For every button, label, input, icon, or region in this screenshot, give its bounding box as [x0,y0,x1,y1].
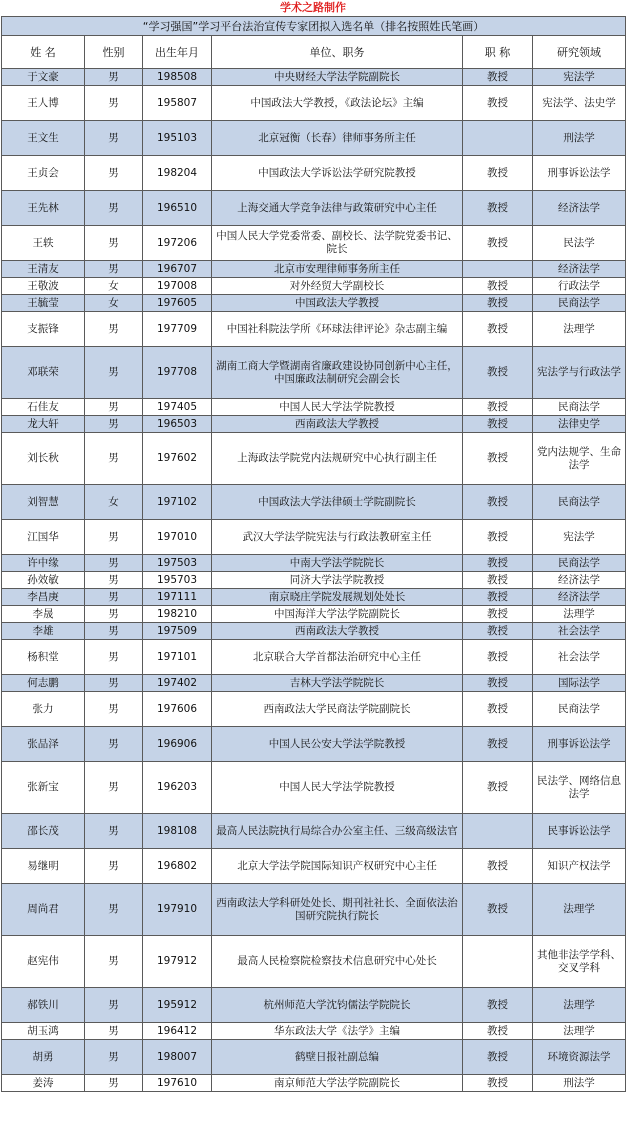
cell-name: 龙大轩 [2,416,85,433]
cell-birth: 196707 [143,261,212,278]
cell-name: 张新宝 [2,762,85,814]
cell-sex: 男 [85,86,143,121]
cell-name: 江国华 [2,520,85,555]
cell-birth: 196412 [143,1023,212,1040]
cell-sex: 男 [85,884,143,936]
cell-birth: 196906 [143,727,212,762]
cell-unit: 南京晓庄学院发展规划处处长 [212,589,463,606]
cell-birth: 196203 [143,762,212,814]
cell-birth: 197111 [143,589,212,606]
cell-unit: 上海交通大学竞争法律与政策研究中心主任 [212,191,463,226]
cell-field: 民法学、网络信息法学 [533,762,626,814]
cell-title: 教授 [463,156,533,191]
table-row [2,312,626,347]
cell-title: 教授 [463,433,533,485]
cell-field: 刑事诉讼法学 [533,727,626,762]
cell-name: 周尚君 [2,884,85,936]
cell-name: 刘长秋 [2,433,85,485]
table-row [2,347,626,399]
cell-title: 教授 [463,640,533,675]
header-caption: 学术之路制作 [280,1,346,14]
cell-sex: 男 [85,814,143,849]
cell-field: 民商法学 [533,399,626,416]
table-row [2,416,626,433]
cell-name: 张力 [2,692,85,727]
cell-name: 王贞会 [2,156,85,191]
cell-sex: 男 [85,1023,143,1040]
cell-unit: 中国政法大学法律硕士学院副院长 [212,485,463,520]
cell-birth: 197709 [143,312,212,347]
cell-sex: 男 [85,261,143,278]
cell-name: 邓联荣 [2,347,85,399]
cell-birth: 197602 [143,433,212,485]
cell-field: 民商法学 [533,295,626,312]
cell-unit: 武汉大学法学院宪法与行政法教研室主任 [212,520,463,555]
cell-title: 教授 [463,191,533,226]
table-title: “学习强国”学习平台法治宣传专家团拟入选名单（排名按照姓氏笔画） [2,17,626,36]
cell-sex: 男 [85,347,143,399]
table-row [2,589,626,606]
cell-field: 民商法学 [533,692,626,727]
cell-sex: 男 [85,936,143,988]
cell-field: 社会法学 [533,623,626,640]
cell-unit: 中央财经大学法学院副院长 [212,69,463,86]
cell-name: 邵长茂 [2,814,85,849]
cell-field: 经济法学 [533,572,626,589]
cell-birth: 198204 [143,156,212,191]
col-header-field: 研究领域 [533,36,626,69]
cell-sex: 男 [85,572,143,589]
cell-birth: 195912 [143,988,212,1023]
cell-birth: 197503 [143,555,212,572]
cell-birth: 197405 [143,399,212,416]
table-row [2,814,626,849]
cell-field: 法理学 [533,312,626,347]
column-header-row [2,36,626,69]
cell-birth: 197912 [143,936,212,988]
cell-birth: 195807 [143,86,212,121]
table-row [2,849,626,884]
cell-sex: 男 [85,312,143,347]
cell-field: 知识产权法学 [533,849,626,884]
cell-name: 何志鹏 [2,675,85,692]
cell-title: 教授 [463,884,533,936]
cell-unit: 上海政法学院党内法规研究中心执行副主任 [212,433,463,485]
cell-unit: 西南政法大学教授 [212,416,463,433]
cell-name: 王轶 [2,226,85,261]
cell-unit: 对外经贸大学副校长 [212,278,463,295]
cell-name: 郝铁川 [2,988,85,1023]
cell-field: 民商法学 [533,485,626,520]
cell-sex: 男 [85,675,143,692]
cell-birth: 197509 [143,623,212,640]
cell-name: 刘智慧 [2,485,85,520]
cell-sex: 男 [85,433,143,485]
cell-unit: 中国人民公安大学法学院教授 [212,727,463,762]
cell-title: 教授 [463,762,533,814]
cell-birth: 198007 [143,1040,212,1075]
cell-unit: 华东政法大学《法学》主编 [212,1023,463,1040]
cell-name: 石佳友 [2,399,85,416]
cell-unit: 北京市安理律师事务所主任 [212,261,463,278]
cell-name: 孙效敏 [2,572,85,589]
cell-field: 环境资源法学 [533,1040,626,1075]
cell-title [463,814,533,849]
cell-unit: 中国人民大学法学院教授 [212,762,463,814]
cell-title [463,121,533,156]
cell-unit: 西南政法大学民商法学院副院长 [212,692,463,727]
cell-sex: 男 [85,156,143,191]
cell-field: 法理学 [533,988,626,1023]
cell-field: 社会法学 [533,640,626,675]
cell-unit: 湖南工商大学暨湖南省廉政建设协同创新中心主任，中国廉政法制研究会副会长 [212,347,463,399]
table-row [2,640,626,675]
cell-name: 易继明 [2,849,85,884]
cell-birth: 197402 [143,675,212,692]
table-row [2,485,626,520]
cell-field: 刑事诉讼法学 [533,156,626,191]
cell-sex: 女 [85,485,143,520]
cell-sex: 男 [85,1040,143,1075]
table-row [2,121,626,156]
cell-title: 教授 [463,849,533,884]
cell-title: 教授 [463,1040,533,1075]
cell-field: 其他非法学学科、交叉学科 [533,936,626,988]
expert-list-table [1,16,626,1092]
cell-name: 李晟 [2,606,85,623]
cell-title: 教授 [463,520,533,555]
table-row [2,433,626,485]
cell-birth: 197708 [143,347,212,399]
col-header-birth: 出生年月 [143,36,212,69]
cell-sex: 男 [85,727,143,762]
cell-birth: 198210 [143,606,212,623]
cell-sex: 男 [85,416,143,433]
cell-sex: 男 [85,589,143,606]
cell-title [463,261,533,278]
cell-sex: 男 [85,640,143,675]
cell-birth: 197101 [143,640,212,675]
cell-name: 胡玉鸿 [2,1023,85,1040]
cell-field: 党内法规学、生命法学 [533,433,626,485]
cell-name: 杨积堂 [2,640,85,675]
cell-name: 赵宪伟 [2,936,85,988]
cell-title: 教授 [463,416,533,433]
cell-birth: 198508 [143,69,212,86]
cell-sex: 男 [85,520,143,555]
cell-sex: 女 [85,278,143,295]
table-row [2,727,626,762]
cell-unit: 中国社科院法学所《环球法律评论》杂志副主编 [212,312,463,347]
cell-field: 经济法学 [533,191,626,226]
cell-name: 王毓莹 [2,295,85,312]
cell-unit: 中国政法大学教授，《政法论坛》主编 [212,86,463,121]
cell-field: 宪法学与行政法学 [533,347,626,399]
cell-field: 法律史学 [533,416,626,433]
cell-unit: 中南大学法学院院长 [212,555,463,572]
cell-title: 教授 [463,278,533,295]
cell-title: 教授 [463,692,533,727]
cell-field: 宪法学 [533,69,626,86]
table-row [2,261,626,278]
table-row [2,399,626,416]
cell-unit: 杭州师范大学沈钧儒法学院院长 [212,988,463,1023]
cell-title: 教授 [463,555,533,572]
cell-sex: 女 [85,295,143,312]
table-row [2,1023,626,1040]
table-row [2,226,626,261]
cell-unit: 中国政法大学诉讼法学研究院教授 [212,156,463,191]
cell-field: 宪法学 [533,520,626,555]
cell-birth: 197008 [143,278,212,295]
cell-title: 教授 [463,226,533,261]
cell-title: 教授 [463,312,533,347]
cell-field: 经济法学 [533,261,626,278]
cell-name: 王敬波 [2,278,85,295]
cell-title: 教授 [463,589,533,606]
cell-sex: 男 [85,988,143,1023]
cell-field: 国际法学 [533,675,626,692]
col-header-name: 姓 名 [2,36,85,69]
cell-title: 教授 [463,572,533,589]
cell-birth: 195103 [143,121,212,156]
table-row [2,156,626,191]
cell-name: 支振锋 [2,312,85,347]
cell-name: 王人博 [2,86,85,121]
cell-unit: 北京联合大学首都法治研究中心主任 [212,640,463,675]
table-row [2,936,626,988]
table-row [2,191,626,226]
cell-unit: 最高人民法院执行局综合办公室主任、三级高级法官 [212,814,463,849]
cell-birth: 197102 [143,485,212,520]
cell-sex: 男 [85,849,143,884]
cell-unit: 吉林大学法学院院长 [212,675,463,692]
cell-field: 刑法学 [533,1075,626,1092]
cell-name: 许中缘 [2,555,85,572]
cell-name: 张品泽 [2,727,85,762]
cell-title: 教授 [463,69,533,86]
cell-name: 王清友 [2,261,85,278]
cell-unit: 北京冠衡（长春）律师事务所主任 [212,121,463,156]
cell-title [463,936,533,988]
cell-field: 民事诉讼法学 [533,814,626,849]
cell-title: 教授 [463,988,533,1023]
cell-unit: 中国海洋大学法学院副院长 [212,606,463,623]
cell-field: 法理学 [533,606,626,623]
cell-unit: 中国人民大学法学院教授 [212,399,463,416]
cell-title: 教授 [463,86,533,121]
table-row [2,884,626,936]
cell-sex: 男 [85,191,143,226]
cell-title: 教授 [463,606,533,623]
cell-birth: 197910 [143,884,212,936]
cell-birth: 197610 [143,1075,212,1092]
cell-birth: 197206 [143,226,212,261]
cell-unit: 中国政法大学教授 [212,295,463,312]
table-row [2,295,626,312]
cell-sex: 男 [85,606,143,623]
table-row [2,86,626,121]
cell-sex: 男 [85,121,143,156]
table-row [2,555,626,572]
cell-field: 行政法学 [533,278,626,295]
cell-title: 教授 [463,727,533,762]
cell-sex: 男 [85,399,143,416]
table-row [2,762,626,814]
cell-unit: 南京师范大学法学院副院长 [212,1075,463,1092]
cell-field: 法理学 [533,884,626,936]
cell-unit: 西南政法大学教授 [212,623,463,640]
cell-name: 李雄 [2,623,85,640]
table-row [2,1040,626,1075]
cell-name: 王文生 [2,121,85,156]
table-row [2,988,626,1023]
table-row [2,69,626,86]
cell-name: 李昌庚 [2,589,85,606]
cell-field: 刑法学 [533,121,626,156]
cell-name: 胡勇 [2,1040,85,1075]
cell-title: 教授 [463,675,533,692]
cell-birth: 198108 [143,814,212,849]
cell-name: 王先林 [2,191,85,226]
col-header-sex: 性别 [85,36,143,69]
col-header-unit: 单位、职务 [212,36,463,69]
table-row [2,606,626,623]
cell-sex: 男 [85,555,143,572]
table-row [2,623,626,640]
cell-birth: 197606 [143,692,212,727]
cell-title: 教授 [463,399,533,416]
cell-field: 民商法学 [533,555,626,572]
table-row [2,1075,626,1092]
cell-sex: 男 [85,623,143,640]
cell-sex: 男 [85,1075,143,1092]
cell-title: 教授 [463,347,533,399]
table-row [2,572,626,589]
cell-birth: 196510 [143,191,212,226]
cell-title: 教授 [463,295,533,312]
cell-birth: 195703 [143,572,212,589]
cell-sex: 男 [85,69,143,86]
col-header-title: 职 称 [463,36,533,69]
cell-unit: 北京大学法学院国际知识产权研究中心主任 [212,849,463,884]
cell-title: 教授 [463,1023,533,1040]
table-row [2,520,626,555]
cell-unit: 最高人民检察院检察技术信息研究中心处长 [212,936,463,988]
cell-unit: 同济大学法学院教授 [212,572,463,589]
cell-birth: 197010 [143,520,212,555]
cell-field: 宪法学、法史学 [533,86,626,121]
cell-birth: 196802 [143,849,212,884]
cell-unit: 西南政法大学科研处处长、期刊社社长、全面依法治国研究院执行院长 [212,884,463,936]
cell-birth: 196503 [143,416,212,433]
cell-field: 经济法学 [533,589,626,606]
cell-sex: 男 [85,226,143,261]
cell-sex: 男 [85,692,143,727]
cell-title: 教授 [463,1075,533,1092]
cell-name: 姜涛 [2,1075,85,1092]
cell-field: 民法学 [533,226,626,261]
cell-sex: 男 [85,762,143,814]
table-row [2,278,626,295]
cell-unit: 中国人民大学党委常委、副校长、法学院党委书记、院长 [212,226,463,261]
cell-unit: 鹤壁日报社副总编 [212,1040,463,1075]
table-row [2,675,626,692]
cell-title: 教授 [463,485,533,520]
cell-name: 于文豪 [2,69,85,86]
cell-title: 教授 [463,623,533,640]
table-row [2,692,626,727]
cell-field: 法理学 [533,1023,626,1040]
cell-birth: 197605 [143,295,212,312]
